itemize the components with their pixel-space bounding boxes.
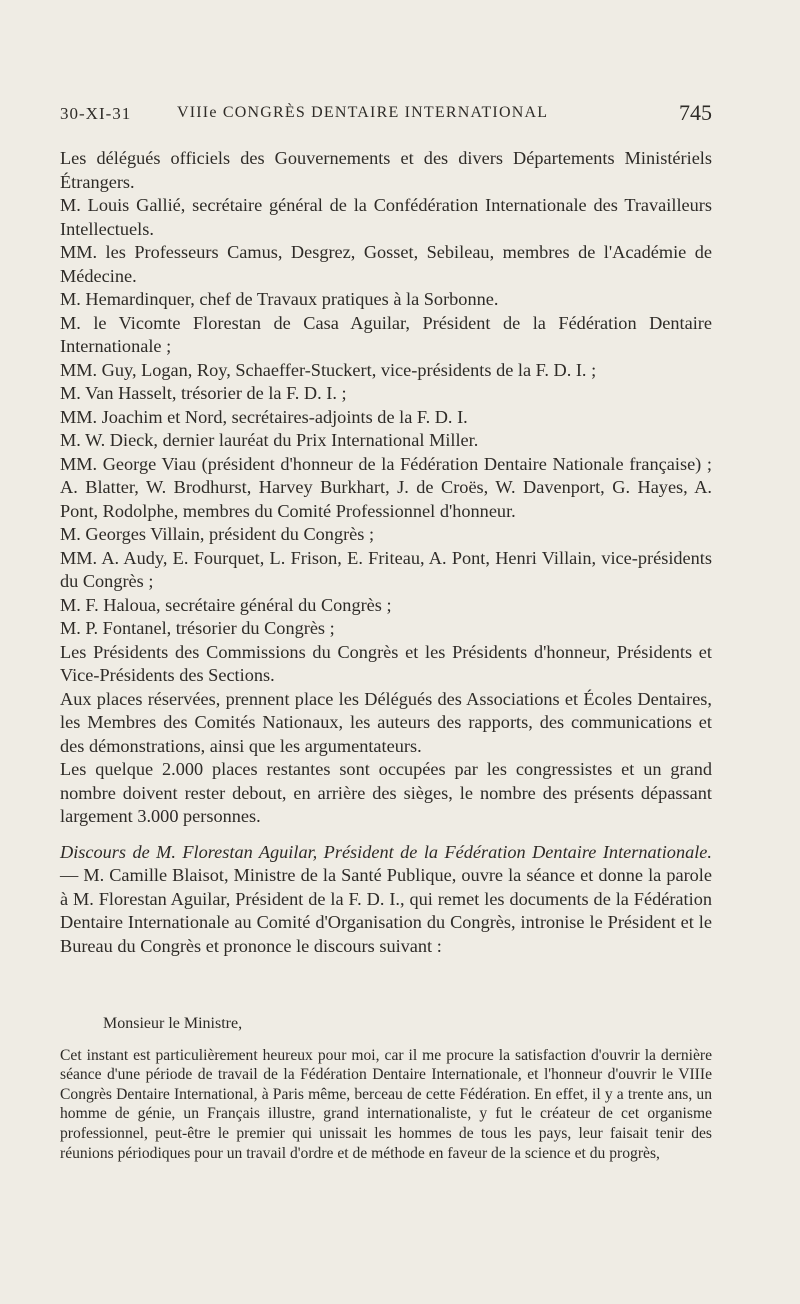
paragraph: M. Hemardinquer, chef de Travaux pratiques à la Sorbonne. — [60, 289, 499, 309]
paragraph: Les quelque 2.000 places restantes sont occupées par les congressistes et un grand nombre doivent rester debout, en arrière des sièges, le nombre des présents dépassant largement 3.000 personnes. — [60, 759, 712, 826]
paragraph: MM. George Viau (président d'honneur de la Fédération Dentaire Nationale française) ; A. Blatter, W. Brodhurst, Harvey Burkhart, J. de Croës, W. Davenport, G. Hayes, A. Pont, Rodolphe, membres du Comité Professionnel d'honneur. — [60, 453, 712, 521]
paragraph: M. Georges Villain, président du Congrès ; — [60, 524, 375, 544]
page-header — [60, 102, 712, 132]
discours-text: — M. Camille Blaisot, Ministre de la Santé Publique, ouvre la séance et donne la parole à M. Florestan Aguilar, Président de la F. D. I., qui remet les documents de la Fédération Dentaire Internationale au Comité d'Organisation du Congrès, intronise le Président et le Bureau du Congrès et prononce le discours suivant : — [60, 865, 712, 956]
speech-letter — [60, 1014, 712, 1163]
paragraph: M. Louis Gallié, secrétaire général de la Confédération Internationale des Travailleurs Intellectuels. — [60, 195, 712, 239]
letter-salutation: Monsieur le Ministre, — [103, 1015, 243, 1032]
page-number: 745 — [679, 100, 712, 125]
letter-text: Cet instant est particulièrement heureux pour moi, car il me procure la satisfaction d'ouvrir la dernière séance d'une période de travail de la Fédération Dentaire Internationale, et l'honneur d'ouvrir le VIIIe Congrès Dentaire International, à Paris même, berceau de cette Fédération. En effet, il y a trente ans, un homme de génie, un Français illustre, grand internationaliste, y fut le créateur de cet organisme professionnel, peut-être le premier qui unissait les hommes de tous les pays, leur faisait tenir des réunions périodiques pour un travail d'ordre et de méthode en faveur de la science et du progrès, — [60, 1046, 712, 1162]
paragraph: M. F. Haloua, secrétaire général du Congrès ; — [60, 594, 392, 615]
paragraph: M. W. Dieck, dernier lauréat du Prix International Miller. — [60, 430, 479, 450]
paragraph: Les délégués officiels des Gouvernements et des divers Départements Ministériels Étrangers. — [60, 148, 712, 192]
paragraph: M. P. Fontanel, trésorier du Congrès ; — [60, 618, 335, 638]
header-title: VIIIe CONGRÈS DENTAIRE INTERNATIONAL — [177, 104, 549, 121]
paragraph: Aux places réservées, prennent place les Délégués des Associations et Écoles Dentaires, les Membres des Comités Nationaux, les auteurs des rapports, des communications et des démonstrations, ainsi que les argumentateurs. — [60, 688, 712, 756]
paragraph: M. le Vicomte Florestan de Casa Aguilar, Président de la Fédération Dentaire Internationale ; — [60, 312, 712, 356]
header-date: 30-XI-31 — [60, 104, 132, 123]
paragraph: MM. Joachim et Nord, secrétaires-adjoints de la F. D. I. — [60, 406, 468, 427]
paragraph: MM. A. Audy, E. Fourquet, L. Frison, E. Friteau, A. Pont, Henri Villain, vice-présidents du Congrès ; — [60, 547, 712, 591]
paragraph: MM. les Professeurs Camus, Desgrez, Gosset, Sebileau, membres de l'Académie de Médecine. — [60, 242, 712, 286]
paragraph: Les Présidents des Commissions du Congrès et les Présidents d'honneur, Présidents et Vice-Présidents des Sections. — [60, 641, 712, 685]
paragraph: MM. Guy, Logan, Roy, Schaeffer-Stuckert, vice-présidents de la F. D. I. ; — [60, 359, 597, 380]
discours-paragraph — [60, 841, 712, 959]
paragraph: M. Van Hasselt, trésorier de la F. D. I. ; — [60, 383, 347, 403]
discours-heading: Discours de M. Florestan Aguilar, Président de la Fédération Dentaire Internationale. — [60, 841, 712, 862]
body-text — [60, 147, 712, 958]
